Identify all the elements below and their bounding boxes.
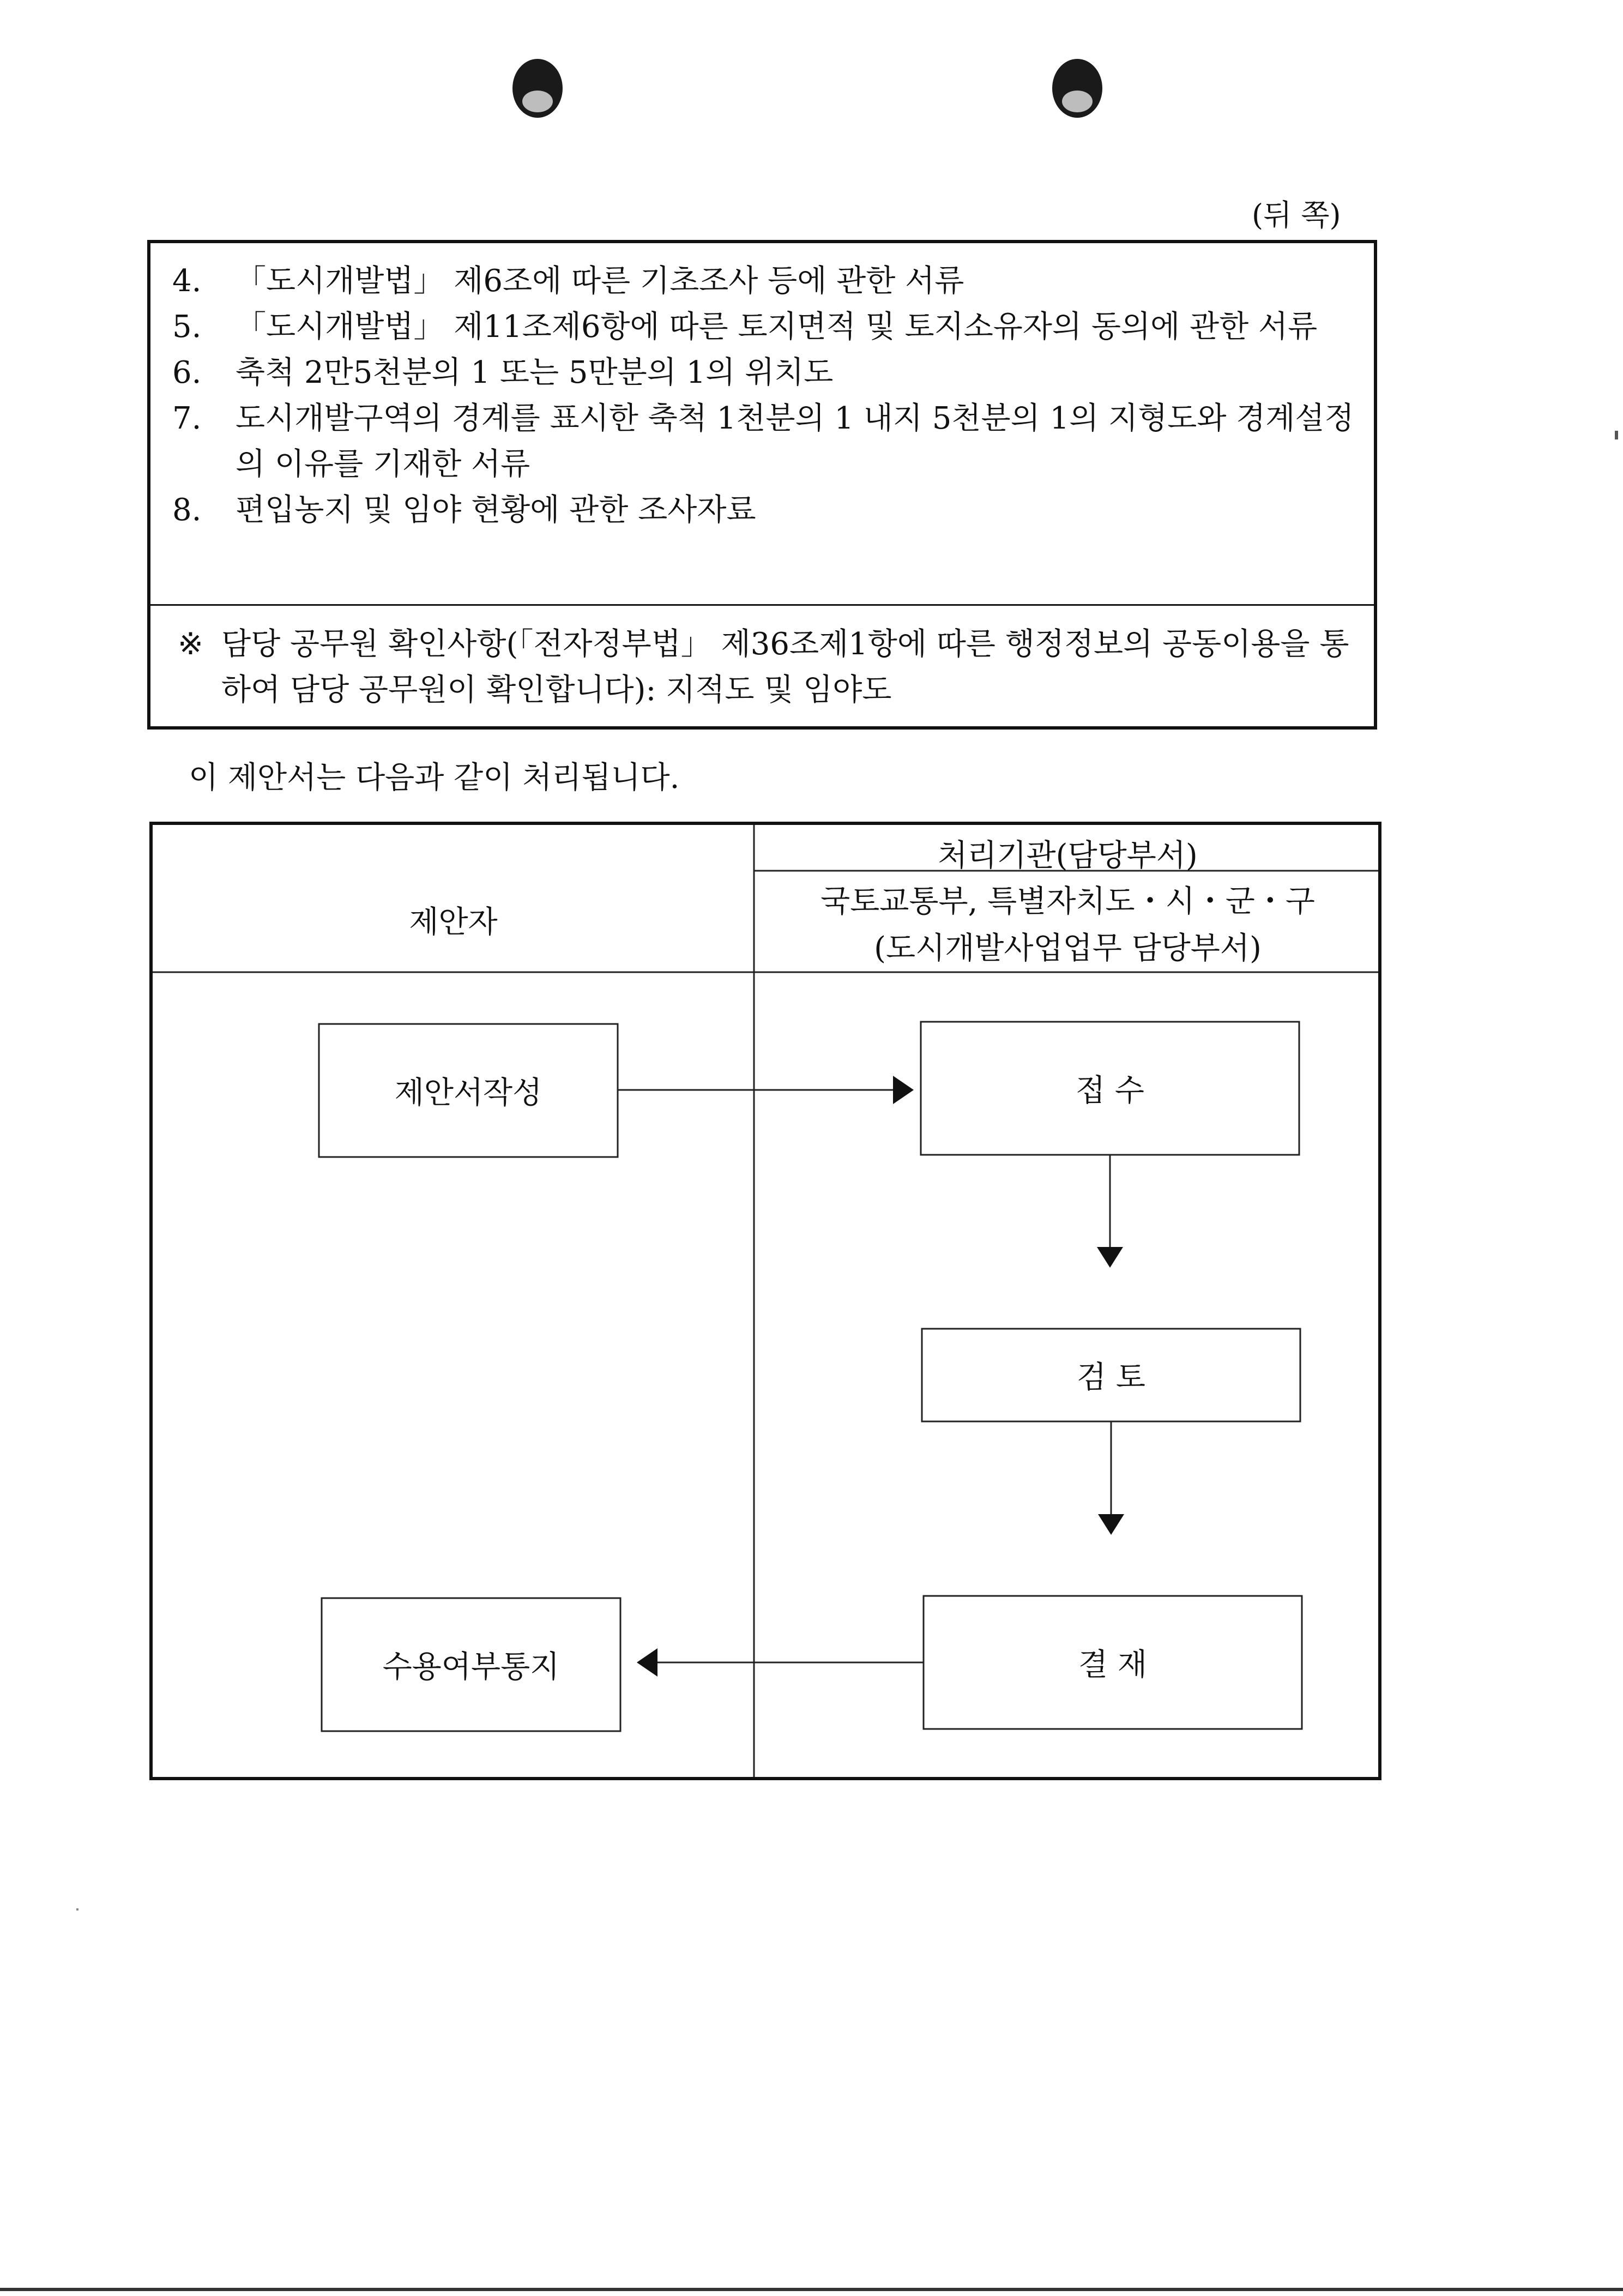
binder-hole: [1052, 59, 1102, 118]
list-item: [172, 396, 1367, 487]
scan-bottom-edge: [0, 2288, 1623, 2291]
divider: [150, 604, 1374, 606]
step-approval: 결 재: [1078, 1647, 1147, 1683]
arrowhead-right: [893, 1076, 914, 1104]
arrowhead-left: [637, 1648, 657, 1677]
process-flowchart: [149, 822, 1381, 1780]
scan-speck: [76, 1908, 79, 1911]
item-text: 「도시개발법」 제6조에 따른 기초조사 등에 관한 서류: [236, 263, 964, 299]
header-agency-names: 국토교통부, 특별자치도・시・군・구: [820, 884, 1315, 919]
step-draft-proposal: 제안서작성: [394, 1075, 542, 1111]
step-notification: 수용여부통지: [382, 1649, 560, 1685]
arrowhead-down: [1097, 1247, 1123, 1268]
list-item: [172, 258, 1367, 304]
required-documents-box: [147, 240, 1377, 730]
step-receipt: 접 수: [1076, 1073, 1144, 1108]
binder-hole: [512, 59, 563, 118]
item-number: 8.: [172, 492, 202, 528]
item-number: 5.: [172, 309, 202, 345]
process-caption: 이 제안서는 다음과 같이 처리됩니다.: [189, 760, 680, 796]
official-check-note: [178, 622, 1352, 713]
item-number: 7.: [172, 401, 202, 436]
header-processing-agency: 처리기관(담당부서): [938, 838, 1198, 873]
item-text: 도시개발구역의 경계를 표시한 축척 1천분의 1 내지 5천분의 1의 지형도와 경계설정의 이유를 기재한 서류: [236, 401, 1354, 482]
step-review: 검 토: [1077, 1360, 1145, 1395]
item-number: 6.: [172, 355, 202, 390]
item-text: 축척 2만5천분의 1 또는 5만분의 1의 위치도: [236, 355, 834, 390]
item-text: 편입농지 및 임야 현황에 관한 조사자료: [236, 492, 756, 528]
list-item: [172, 487, 1367, 533]
note-mark: ※: [178, 626, 203, 662]
documents-list: [172, 258, 1367, 533]
list-item: [172, 304, 1367, 350]
header-proposer: 제안자: [409, 905, 498, 940]
list-item: [172, 350, 1367, 396]
header-agency-department: (도시개발사업업무 담당부서): [874, 931, 1262, 966]
arrowhead-down: [1098, 1514, 1124, 1535]
note-text: 담당 공무원 확인사항(「전자정부법」 제36조제1항에 따른 행정정보의 공동이용을 통하여 담당 공무원이 확인합니다): 지적도 및 임야도: [221, 626, 1349, 708]
page-side-label: (뒤 쪽): [1252, 198, 1341, 232]
item-text: 「도시개발법」 제11조제6항에 따른 토지면적 및 토지소유자의 동의에 관한 서류: [236, 309, 1318, 345]
scan-mark: [1615, 431, 1618, 439]
item-number: 4.: [172, 263, 202, 299]
